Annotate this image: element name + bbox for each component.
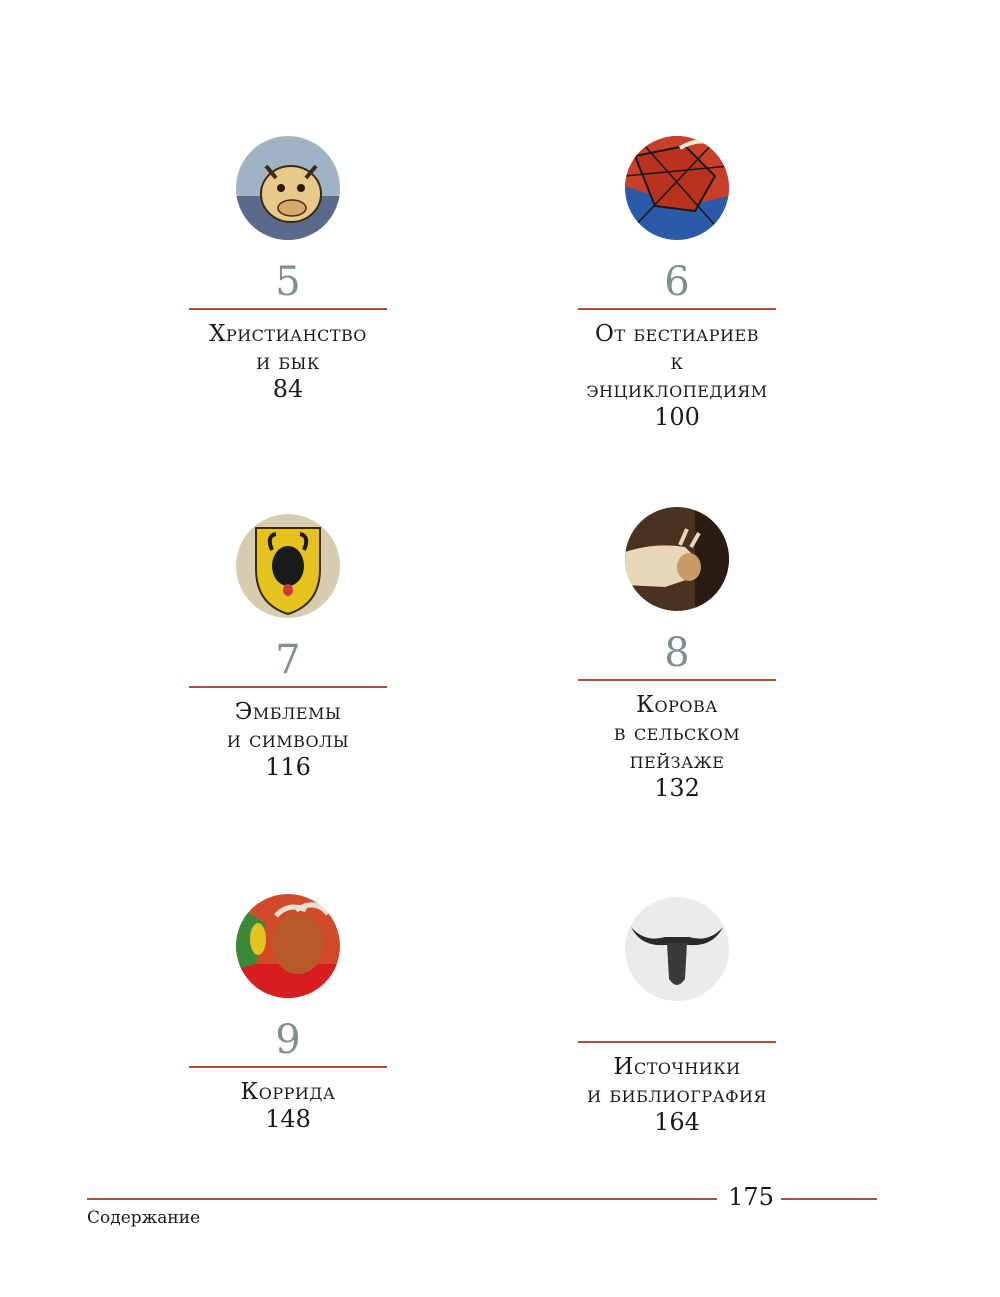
section-label: Содержание (87, 1208, 201, 1228)
heraldic-shield-icon (236, 514, 340, 618)
chapter-title-line: и бык (256, 349, 320, 375)
chapter-thumbnail (625, 507, 729, 611)
chapter-title-line: Эмблемы (234, 699, 342, 725)
chapter-title-line: Источники (613, 1054, 741, 1080)
chapter-thumbnail (625, 136, 729, 240)
chapter-title[interactable] (587, 1053, 767, 1109)
bull-head-sculpture-icon (625, 897, 729, 1001)
divider (189, 1066, 387, 1068)
chapter-title[interactable] (240, 1078, 335, 1106)
chapter-page: 132 (654, 774, 700, 802)
divider (578, 679, 776, 681)
divider (578, 1041, 776, 1043)
chapter-thumbnail (625, 897, 729, 1001)
chapter-title-line: к энциклопедиям (586, 349, 768, 403)
footer-divider (781, 1198, 877, 1200)
divider (189, 308, 387, 310)
chapter-entry[interactable] (577, 136, 777, 430)
chapter-entry[interactable] (188, 514, 388, 780)
chapter-title[interactable] (209, 320, 367, 376)
stained-glass-bull-icon (625, 136, 729, 240)
chapter-title-line: в сельском пейзаже (613, 720, 741, 774)
chapter-title-line: и символы (226, 727, 350, 753)
chapter-page: 100 (654, 403, 700, 431)
chapter-page: 84 (272, 375, 304, 403)
cartoon-cow-icon (236, 136, 340, 240)
divider (578, 308, 776, 310)
chapter-number: 7 (275, 637, 301, 683)
chapter-thumbnail (236, 514, 340, 618)
chapter-entry[interactable] (577, 897, 777, 1135)
chapter-number: 5 (275, 259, 301, 305)
chapter-title[interactable] (577, 320, 777, 404)
chapter-title-line: Коррида (240, 1079, 336, 1105)
chapter-number: 6 (664, 259, 690, 305)
chapter-thumbnail (236, 894, 340, 998)
chapter-entry[interactable] (577, 507, 777, 801)
chapter-number: 9 (275, 1017, 301, 1063)
chapter-page: 164 (654, 1108, 700, 1136)
cow-painting-icon (625, 507, 729, 611)
chapter-number: 8 (664, 630, 690, 676)
chapter-title-line: От бестиариев (595, 321, 759, 347)
chapter-title-line: и библиография (587, 1082, 767, 1108)
chapter-title-line: Корова (636, 692, 718, 718)
bull-miniature-icon (236, 894, 340, 998)
chapter-entry[interactable] (188, 894, 388, 1132)
chapter-thumbnail (236, 136, 340, 240)
chapter-title[interactable] (227, 698, 349, 754)
chapter-page: 116 (265, 753, 311, 781)
chapter-page: 148 (265, 1105, 311, 1133)
chapter-title-line: Христианство (209, 321, 367, 347)
footer-divider (87, 1198, 717, 1200)
divider (189, 686, 387, 688)
chapter-entry[interactable] (188, 136, 388, 402)
page-number: 175 (728, 1183, 774, 1211)
chapter-title[interactable] (577, 691, 777, 775)
